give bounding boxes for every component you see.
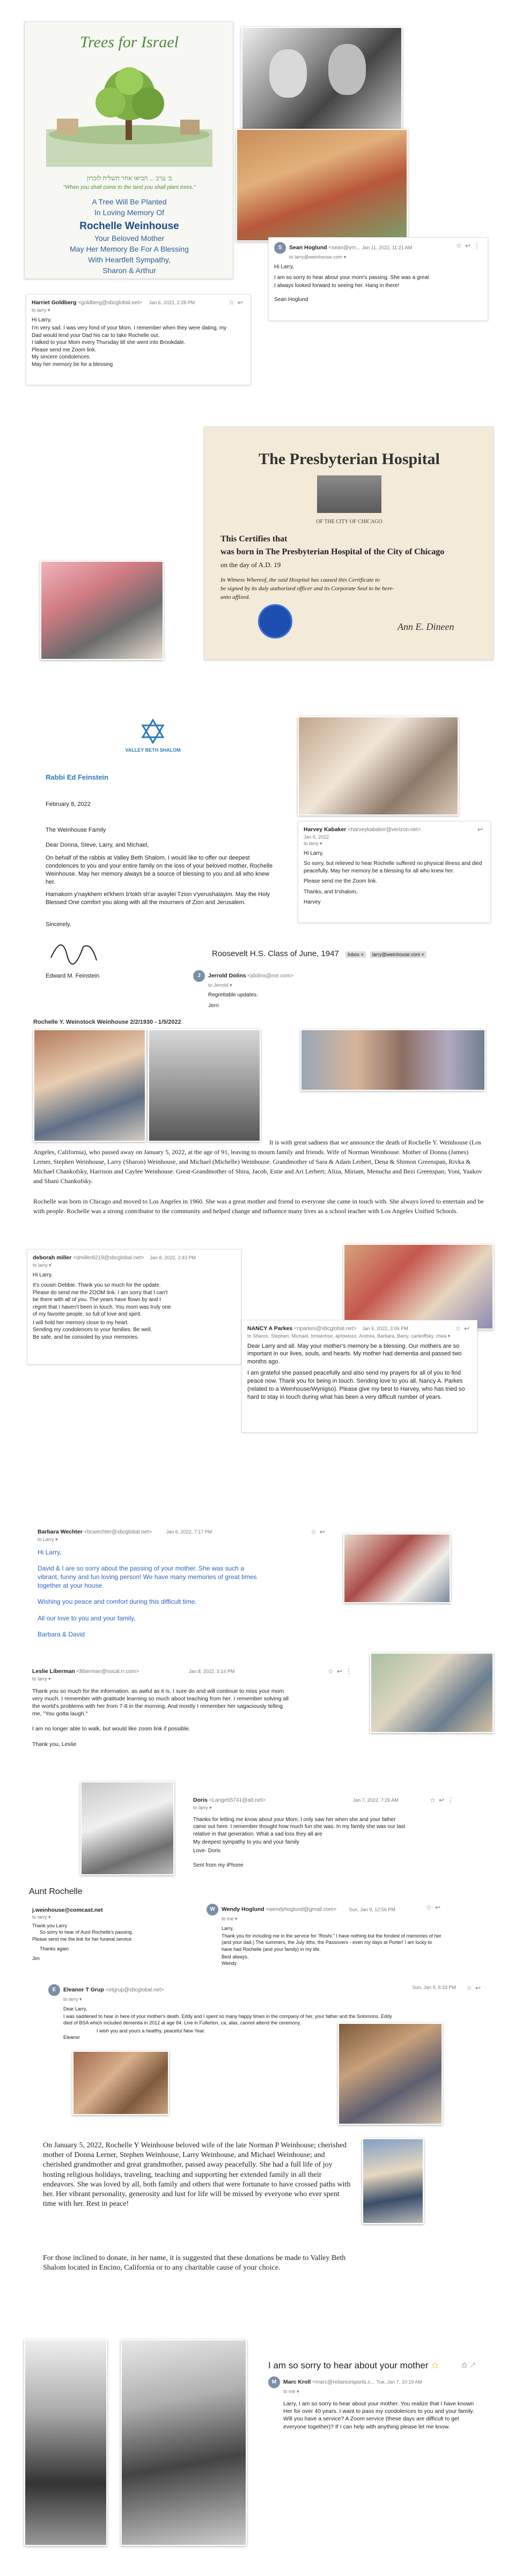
leslie-date: Jan 8, 2022, 3:14 PM: [188, 1669, 235, 1674]
star-icon[interactable]: ☆: [328, 1668, 337, 1675]
jweinhouse-body1: Thank you Larry: [32, 1923, 68, 1929]
harriet-to[interactable]: to larry ▾: [32, 307, 50, 313]
harriet-body4: I talked to your Mom every Thursday till she went into Brookdale.: [32, 340, 186, 346]
barbara-body4: All our love to you and your family,: [38, 1614, 136, 1622]
more-icon[interactable]: ⋮: [447, 1796, 457, 1804]
harriet-body7: May her memory be for a blessing: [32, 361, 113, 368]
doris-body2: My deepest sympathy to you and your family: [193, 1839, 299, 1846]
seder-photo: [72, 2051, 169, 2115]
sean-body3: I always looked forward to seeing her. Hang in there!: [274, 283, 399, 289]
eleanor-body2: I was saddened to hear in here of your mother's death. Eddy and I spent so many happy times in the company of her, your father and the Solomons. Eddy died of BSA which included dementia in 2012 at age 84. Live in Fullerton, ca, alas, cannot attend the ceremony.: [63, 2014, 392, 2026]
harriet-body1: Hi Larry,: [32, 317, 52, 323]
trees-hebrew: ב׳ ערב ... הביאו אחר תשליח לזכרון: [86, 174, 172, 182]
hospital-seal: [258, 604, 292, 639]
rabbi-sincerely: Sincerely,: [46, 921, 71, 928]
deborah-from: deborah miller: [33, 1254, 72, 1261]
harvey-to[interactable]: to larry ▾: [304, 840, 322, 846]
hospital-title: The Presbyterian Hospital: [259, 450, 440, 468]
marc-date: Tue, Jan 7, 10:19 AM: [376, 2379, 422, 2385]
harvey-date: Jan 6, 2022: [304, 834, 329, 840]
star-icon[interactable]: ☆: [229, 299, 238, 306]
deborah-date: Jan 8, 2022, 2:43 PM: [150, 1255, 196, 1260]
harvey-body2: So sorry, but relieved to hear Rochelle suffered no physical illness and died peacefully. May her memory be a blessing for all who knew her.: [304, 861, 482, 874]
roosevelt-subject: Roosevelt H.S. Class of June, 1947: [212, 949, 339, 958]
rabbi-signer: Edward M. Feinstein: [46, 973, 100, 979]
rabbi-dear: Dear Donna, Steve, Larry, and Michael,: [46, 842, 149, 848]
nancy-date: Jan 6, 2022, 3:06 PM: [362, 1326, 408, 1331]
airplane-family-photo: [80, 1781, 174, 1875]
harvey-from: Harvey Kabaker: [304, 826, 347, 833]
harvey-sign: Harvey: [304, 899, 321, 906]
rabbi-to: The Weinhouse Family: [46, 827, 106, 833]
reply-icon[interactable]: ↩: [465, 242, 474, 249]
deborah-to[interactable]: to larry ▾: [33, 1262, 52, 1268]
wendy-to[interactable]: to me ▾: [222, 1916, 238, 1921]
roosevelt-subject-bar[interactable]: [212, 949, 491, 962]
barbara-to[interactable]: to Larry ▾: [38, 1536, 58, 1542]
jweinhouse-from: j.weinhouse@comcast.net: [32, 1907, 103, 1913]
couple-elderly-photo: [33, 1029, 146, 1142]
trees-for-israel-card: [24, 21, 233, 279]
sean-avatar: S: [274, 242, 286, 254]
eleanor-to[interactable]: to larry ▾: [63, 1997, 82, 2002]
deborah-body3: I will hold her memory close to my heart.: [33, 1319, 129, 1326]
nancy-from: NANCY A Parkes: [247, 1325, 293, 1332]
reply-icon[interactable]: ↩: [435, 1904, 444, 1911]
wendy-email[interactable]: [201, 1899, 448, 1969]
hospital-line3: on the day of A.D. 19: [220, 561, 281, 569]
marc-email[interactable]: [263, 2355, 483, 2474]
star-of-david-icon: [139, 718, 166, 745]
marc-avatar: M: [268, 2376, 280, 2388]
barbara-sign: Barbara & David: [38, 1630, 85, 1638]
doris-body3: Love- Doris: [193, 1847, 221, 1854]
picnic-photo: [236, 129, 408, 241]
hospital-sub: OF THE CITY OF CHICAGO: [316, 519, 382, 525]
wendy-body3: Best always,: [222, 1954, 249, 1959]
jerrold-avatar: J: [193, 970, 205, 982]
harriet-date: Jan 6, 2022, 2:28 PM: [149, 300, 195, 305]
sean-body1: Hi Larry,: [274, 264, 295, 270]
trees-line1: A Tree Will Be Planted: [92, 197, 167, 206]
eleanor-from: Eleanor T Grup: [63, 1986, 104, 1993]
star-icon[interactable]: ☆: [311, 1528, 320, 1536]
jweinhouse-body3: Please send me the link for her funeral service: [32, 1936, 132, 1942]
jerrold-from: Jerrold Dolins: [208, 972, 246, 979]
sean-from: Sean Hoglund: [289, 244, 327, 251]
reply-icon[interactable]: ↩: [477, 826, 486, 833]
trees-line5: With Heartfelt Sympathy,: [88, 255, 171, 264]
obit-p1: It is with great sadness that we announce the death of Rochelle Y. Weinhouse (Los Angeles, California), who passed away on January 5, 2022, at the age of 91, leaving to mourn family and friends. Wife of Norman Weinhouse. Mother of Donna (James) Lerner, Stephen Weinhouse, Larry (Sharon) Weinhouse, and Michael (Michelle) Weinhouse. Grandmother of Sara & Adam Lerbert, Dena & Shimon Greenspan, Rivka & Michael Chankofsky, Harrison and Caylee Weinhouse. Great-Grandmother of Shira, Jacob, Estie and Ari Lerbert; Aliza, Miriam, Menucha and Bezi Greenspan; Yoni, Yaakov and Shani Chankofsky.: [33, 1139, 482, 1185]
rabbi-signature: [46, 931, 105, 968]
women-table-photo: [343, 1244, 494, 1330]
reply-icon[interactable]: ↩: [237, 299, 246, 306]
sean-to[interactable]: to larry@weinhouse.com ▾: [289, 254, 347, 260]
marc-from: Marc Kroll: [283, 2379, 311, 2386]
leslie-addr: <lliberman@socal.rr.com>: [76, 1669, 139, 1675]
eleanor-body1: Dear Larry,: [63, 2006, 87, 2012]
jerrold-sign: Jerri: [208, 1002, 219, 1009]
doris-from: Doris: [193, 1797, 208, 1803]
jerrold-to[interactable]: to Jerrold ▾: [208, 982, 232, 988]
harvey-body4: Thanks, and b'shalom,: [304, 889, 358, 895]
barbara-date: Jan 6, 2022, 7:17 PM: [166, 1529, 212, 1535]
eleanor-body3: I wish you and yours a healthy, peaceful New Year.: [97, 2028, 205, 2034]
hospital-line5: be signed by its duly authorized officer and its Corporate Seal to be here-: [220, 585, 394, 592]
eleanor-avatar: E: [48, 1984, 60, 1996]
obit-p2: Rochelle was born in Chicago and moved to Los Angeles in 1960. She was a great mother and friend to everyone she came in touch with. She always loved to entertain and be with people. Rochelle was a strong contributor to the community and helped change and influence many lives as a school teacher with Los Angeles Unified Schools.: [33, 1198, 484, 1215]
deborah-email[interactable]: [27, 1249, 241, 1364]
jweinhouse-sign: Jim: [32, 1955, 40, 1961]
star-icon[interactable]: ☆: [426, 1904, 435, 1911]
rabbi-p2: Hamakom y'naykhem et'khem b'tokh sh'ar avaylei Tzion v'yerushalayim. May the Holy Blessed One comfort you along with all the mourners of Zion and Jerusalem.: [46, 891, 270, 906]
trees-quote: "When you shall come to the land you shall plant trees.": [63, 185, 196, 190]
wendy-avatar: W: [207, 1904, 218, 1916]
open-external-icon[interactable]: ↗: [470, 2361, 479, 2369]
eleanor-addr: <etgrup@sbcglobal.net>: [105, 1987, 164, 1993]
trees-line3: Your Beloved Mother: [94, 234, 165, 243]
harvey-body3: Please send me the Zoom link.: [304, 878, 378, 885]
wendy-addr: <wendyhoglund@gmail.com>: [266, 1906, 337, 1913]
more-icon[interactable]: ⋮: [474, 242, 483, 249]
reply-icon[interactable]: ↩: [319, 1528, 328, 1536]
jweinhouse-to[interactable]: to larry ▾: [32, 1914, 51, 1920]
barbara-email[interactable]: [32, 1524, 333, 1653]
jweinhouse-body2: So sorry to hear of Aunt Rochelle's passing.: [40, 1929, 134, 1935]
star-icon[interactable]: ☆: [430, 1796, 439, 1804]
young-couple-photo: [121, 2339, 247, 2546]
outdoor-group-photo: [370, 1653, 494, 1733]
barbara-body2: David & I are so sorry about the passing of your mother. She was such a vibrant, funny and fun loving person! We have many memories of great times together at your house.: [38, 1564, 257, 1590]
wendy-from: Wendy Hoglund: [222, 1906, 264, 1913]
trees-name: Rochelle Weinhouse: [79, 221, 179, 232]
label-badge[interactable]: larry@weinhouse.com ×: [370, 951, 426, 958]
hospital-line2: was born in The Presbyterian Hospital of the City of Chicago: [220, 547, 445, 556]
jerrold-body1: Regrettable updates.: [208, 992, 258, 999]
harriet-from: Harriet Goldberg: [32, 299, 77, 306]
tree-illustration: [46, 60, 212, 167]
barbara-from: Barbara Wechter: [38, 1529, 83, 1535]
hospital-certificate: [204, 427, 494, 660]
star-icon[interactable]: ☆: [456, 242, 465, 249]
trees-title: Trees for Israel: [80, 33, 179, 51]
leslie-body2: I am no longer able to walk, but would like zoom link if possible.: [32, 1726, 190, 1733]
leslie-email[interactable]: [27, 1663, 359, 1771]
star-icon[interactable]: ☆: [455, 1325, 464, 1332]
doris-email[interactable]: [188, 1792, 461, 1883]
rabbi-date: February 8, 2022: [46, 801, 91, 808]
deborah-body2: It's cousin Debbie. Thank you so much for the update. Please do send me the ZOOM link. I am sorry that I can't be there with all of you. The years have flown by and I regret that I haven't been in touch. You mom was truly one of my favorite people, so full of love and spirit.: [33, 1282, 171, 1318]
doris-date: Jan 7, 2022, 7:26 AM: [352, 1797, 399, 1803]
sean-date: Jan 11, 2022, 11:21 AM: [362, 245, 413, 251]
nancy-body1: Dear Larry and all. May your mother's memory be a blessing. Our mothers are so important in our lives, souls, and hearts. My mother had dementia and passed two months ago.: [247, 1342, 462, 1366]
harriet-body5: Please send me Zoom link.: [32, 347, 97, 353]
sean-email[interactable]: [268, 237, 488, 321]
leslie-to[interactable]: to larry ▾: [32, 1676, 51, 1682]
woman-outdoors-photo: [362, 2138, 424, 2224]
portrait-photo: [148, 1029, 261, 1142]
star-icon[interactable]: ☆: [431, 2360, 439, 2370]
trees-line6: Sharon & Arthur: [102, 266, 156, 275]
hospital-sig: Ann E. Dineen: [398, 621, 454, 632]
leslie-body3: Thank you, Leslie: [32, 1741, 77, 1748]
harriet-body6: My sincere condolences.: [32, 354, 91, 361]
party-photo: [343, 1533, 451, 1603]
hospital-line1: This Certifies that: [220, 534, 288, 544]
wendy-body1: Larry,: [222, 1926, 234, 1932]
wendy-date: Sun, Jan 9, 12:56 PM: [349, 1906, 395, 1912]
hospital-building: [317, 475, 381, 513]
marc-addr: <marc@reliancesports.c...: [312, 2379, 375, 2386]
two-women-photo: [298, 716, 459, 816]
deborah-body4: Sending my condolences to your families. Be well.: [33, 1327, 152, 1333]
man-face: [328, 44, 366, 95]
deborah-addr: <dmiller8219@sbcglobal.net>: [73, 1255, 144, 1261]
star-icon[interactable]: ☆: [466, 1984, 475, 1992]
sean-sign: Sean Hoglund: [274, 296, 308, 303]
jweinhouse-body4: Thanks again: [40, 1946, 69, 1951]
harvey-body1: Hi Larry,: [304, 850, 324, 856]
trees-line4: May Her Memory Be For A Blessing: [70, 245, 189, 253]
nancy-addr: <nparkes@sbcglobal.net>: [294, 1326, 357, 1332]
aunt-caption: Aunt Rochelle: [29, 1887, 83, 1896]
sean-body2: I am so sorry to hear about your mom's passing. She was a great: [274, 274, 429, 281]
reply-icon[interactable]: ↩: [464, 1325, 473, 1332]
nancy-email[interactable]: [241, 1320, 477, 1433]
hospital-line6: unto affixed.: [220, 594, 250, 600]
harvey-addr: <harveykabaker@verizon.net>: [348, 827, 421, 833]
marc-body1: Larry, I am so sorry to hear about your mother. You realize that I have known Her for over 40 years. I want to pass my condolences to you and your family. Will you have a service? A Zoom service (these days are difficult to get everyone together)? If I can help with anything please let me know.: [283, 2401, 474, 2430]
harriet-body3: Dad would lend your Dad his car to take Rochelle out.: [32, 332, 160, 339]
wedding-photo: [24, 2339, 107, 2546]
more-icon[interactable]: ⋮: [345, 1668, 355, 1675]
sean-addr: <sean@ym...: [328, 245, 360, 251]
obit-header: Rochelle Y. Weinstock Weinhouse 2/2/1930 - 1/5/2022: [33, 1019, 181, 1025]
rabbi-p1: On behalf of the rabbis at Valley Beth Shalom, I would like to offer our deepest condolences to you and your entire family on the loss of your beloved mother, Rochelle Weinhouse. May her memory always be a source of blessing to you and all who knew her.: [46, 855, 273, 885]
notice-p1: On January 5, 2022, Rochelle Y Weinhouse beloved wife of the late Norman P Weinhouse; cherished mother of Donna Lerner, Stephen Weinhouse, Larry Weinhouse, and Michael Weinhouse; and cherished grandmother and great grandmother, passed away peacefully. She had a full life of joy hosting religious holidays, traveling, teaching and supporting her extended family in all their endeavors. She was loved by all, both family and others that were fortunate to have crossed paths with her. Her vibrant personality, generosity and lust for life will be missed by everyone who ever spent time with her. Rest in peace!: [43, 2141, 351, 2208]
nancy-body2: I am grateful she passed peacefully and also send my prayers for all of you to find peace now. Thank you for being in touch. Sending love to you all. Nancy A. Parkes (related to a Weinhouse/Wynigso). Please give my best to Harvey, who has tried so hard to stay in touch during what has been a very difficult number of years.: [247, 1370, 465, 1400]
wendy-sign: Wendy: [222, 1960, 237, 1966]
nancy-to[interactable]: to Sharon, Stephen, Michael, bmwinhse, ajrlowisso, Andrea, Barbara, Barry, cankoffsky, chea ▾: [247, 1333, 451, 1339]
doris-body1: Thanks for letting me know about your Mom. I only saw her when she and your father came out here. I remember thought how much fun she was. In my family she was our last relative in that generation. What a sad loss they all are: [193, 1816, 406, 1837]
inbox-badge[interactable]: Inbox ×: [345, 951, 366, 958]
barbara-addr: <bcwechter@sbcglobal.net>: [84, 1529, 152, 1535]
marc-to[interactable]: to me ▾: [283, 2388, 299, 2394]
eleanor-sign: Eleanor: [63, 2034, 80, 2040]
print-icon[interactable]: ⎙: [461, 2361, 470, 2369]
harvey-email[interactable]: [298, 821, 491, 923]
family-group-photo: [300, 1029, 485, 1091]
harriet-email[interactable]: [26, 294, 251, 385]
jerrold-addr: <jdolins@me.com>: [247, 973, 294, 979]
doris-to[interactable]: to larry ▾: [193, 1804, 212, 1810]
birthday-photo: [40, 561, 164, 660]
leslie-body1: Thank you so much for the information. as awful as it is. I sure do and will continue to miss your mom very much. I remember with gratitude learning so much about teaching from her. I remember solving all the world's problems with her from 7-8 in the morning. And mostly I remember her sagaciously telling me, "You gotta laugh.": [32, 1687, 289, 1718]
rabbi-org: VALLEY BETH SHALOM: [125, 747, 181, 753]
barbara-body3: Wishing you peace and comfort during this difficult time.: [38, 1598, 197, 1606]
rabbi-name: Rabbi Ed Feinstein: [46, 773, 109, 781]
couple-photo: [241, 27, 402, 134]
jerrold-email[interactable]: [188, 966, 402, 1009]
woman-face: [269, 49, 307, 98]
leslie-from: Leslie Liberman: [32, 1668, 75, 1675]
harriet-addr: <goldberg@sbcglobal.net>: [78, 300, 142, 306]
doris-addr: <Lange65741@att.net>: [209, 1797, 266, 1803]
notice-p2: For those inclined to donate, in her name, it is suggested that these donations be made to Valley Beth Shalom located in Encino, California or to any charitable cause of your choice.: [43, 2254, 346, 2272]
eleanor-date: Sun, Jan 9, 6:33 PM: [412, 1985, 456, 1990]
deborah-body5: Be safe, and be consoled by your memories.: [33, 1334, 139, 1340]
reply-icon[interactable]: ↩: [475, 1984, 484, 1992]
hospital-line4: In Witness Whereof, the said Hospital has caused this Certificate to: [220, 577, 380, 583]
woman-on-couch-photo: [338, 2023, 443, 2125]
trees-line2: In Loving Memory Of: [94, 208, 164, 217]
doris-body4: Sent from my iPhone: [193, 1862, 244, 1869]
barbara-body1: Hi Larry,: [38, 1548, 62, 1556]
deborah-body1: Hi Larry,: [33, 1272, 53, 1278]
reply-icon[interactable]: ↩: [438, 1796, 447, 1804]
harriet-body2: I'm very sad. I was very fond of your Mom. I remember when they were dating, my: [32, 325, 227, 332]
jweinhouse-email[interactable]: [27, 1902, 188, 1964]
reply-icon[interactable]: ↩: [336, 1668, 345, 1675]
wendy-body2: Thank you for including me in the service for "Roshi." I have nothing but the fondest of memories of her (and your dad.) The summers, the July 4ths, the Passovers - even my days at Porter! I am lucky to have had Rochelle (and your family) in my life.: [222, 1933, 442, 1952]
marc-subject: I am so sorry to hear about your mother: [268, 2360, 429, 2370]
